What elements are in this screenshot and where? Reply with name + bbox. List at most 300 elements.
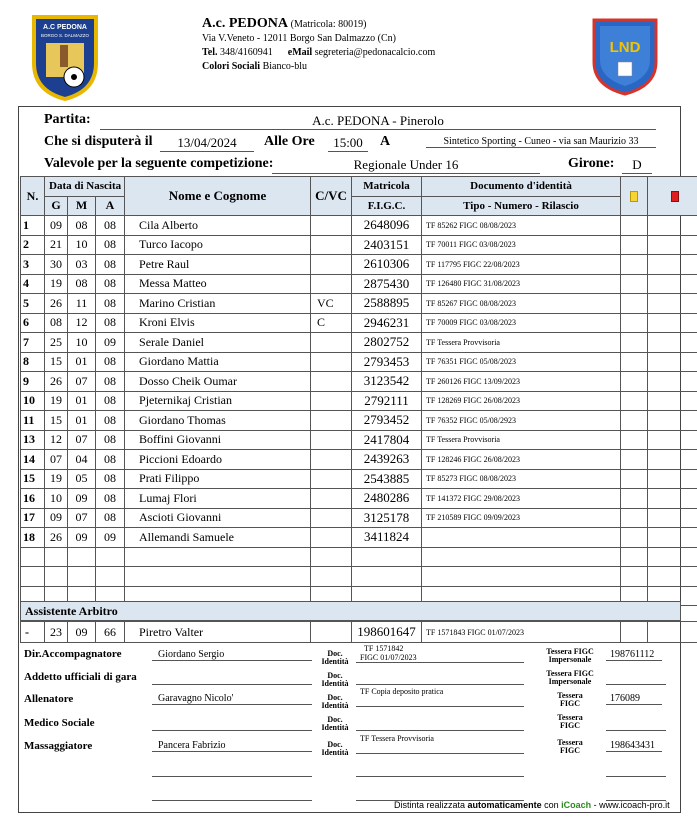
player-birth-day: 08 [45,313,68,333]
medico-tessera-label: Tessera FIGC [557,713,583,730]
player-name: Prati Filippo [125,469,311,489]
medico-doc-line [356,730,524,731]
massaggiatore-tessera-label: Tessera FIGC [557,738,583,755]
player-birth-month: 11 [68,294,96,314]
player-matricola: 2588895 [352,294,422,314]
player-red-card [648,489,697,509]
player-birth-year: 08 [96,294,125,314]
dir-label: Dir.Accompagnatore [24,648,122,660]
player-name: Lumaj Flori [125,489,311,509]
player-captain [311,489,352,509]
player-captain: VC [311,294,352,314]
player-matricola: 2946231 [352,313,422,333]
player-document: TF 126480 FIGC 31/08/2023 [422,274,621,294]
header-row-2 [21,196,697,216]
player-birth-day: 12 [45,430,68,450]
player-yellow-card [621,294,648,314]
player-matricola: 3125178 [352,508,422,528]
player-birth-year: 08 [96,235,125,255]
logo-text-sub: BORGO S. DALMAZZO [40,33,90,38]
competizione-label: Valevole per la seguente competizione: [44,156,274,171]
player-red-card [648,372,697,392]
player-number [21,567,45,587]
player-yellow-card [621,255,648,275]
player-captain [311,547,352,567]
player-captain [311,411,352,431]
player-yellow-card [621,547,648,567]
addetto-doc-line [356,684,524,685]
player-yellow-card [621,216,648,236]
allenatore-tessera: 176089 [606,693,662,705]
footer-text2: automaticamente [467,800,542,810]
player-birth-month: 08 [68,274,96,294]
player-birth-month: 07 [68,430,96,450]
player-document: TF Tessera Provvisoria [422,333,621,353]
player-matricola [352,567,422,587]
player-document: TF 85262 FIGC 08/08/2023 [422,216,621,236]
player-birth-month: 10 [68,333,96,353]
player-birth-month [68,547,96,567]
player-yellow-card [621,372,648,392]
addetto-tessera-label: Tessera FIGC Impersonale [546,669,594,686]
table-row [21,430,697,450]
player-red-card [648,411,697,431]
player-birth-year: 08 [96,216,125,236]
player-birth-day: 21 [45,235,68,255]
col-n: N. [21,177,45,216]
player-birth-month: 09 [68,489,96,509]
dir-tessera: 198761112 [606,649,662,661]
assistente-mat: 198601647 [352,622,422,643]
player-matricola: 2480286 [352,489,422,509]
player-birth-day: 30 [45,255,68,275]
assistente-m: 09 [68,622,96,643]
table-row [21,255,697,275]
club-tel: 348/4160941 [219,47,273,58]
player-document: TF 128269 FIGC 26/08/2023 [422,391,621,411]
club-name-line [202,17,435,32]
player-birth-year: 09 [96,528,125,548]
player-birth-day [45,567,68,587]
addetto-tessera-line [606,684,666,685]
player-captain [311,508,352,528]
assistente-yellow [621,622,648,643]
assistente-red [648,622,697,643]
footer-brand[interactable]: iCoach [561,800,592,810]
club-address: Via V.Veneto - 12011 Borgo San Dalmazzo (Cn) [202,33,396,44]
player-name: Boffini Giovanni [125,430,311,450]
player-name: Messa Matteo [125,274,311,294]
player-number: 7 [21,333,45,353]
ore-label: Alle Ore [264,134,315,149]
player-document: TF 76352 FIGC 05/08/2923 [422,411,621,431]
extra-line-1c [606,776,666,777]
assistente-a: 66 [96,622,125,643]
player-captain [311,567,352,587]
player-matricola: 3123542 [352,372,422,392]
col-g: G [45,196,68,216]
player-yellow-card [621,313,648,333]
player-captain [311,274,352,294]
allenatore-doc-label: Doc. Identità [321,693,349,710]
player-yellow-card [621,352,648,372]
medico-tessera-line [606,730,666,731]
player-birth-year: 08 [96,411,125,431]
table-row [21,469,697,489]
player-captain [311,430,352,450]
player-yellow-card [621,528,648,548]
player-birth-day [45,547,68,567]
player-birth-year: 08 [96,352,125,372]
extra-line-1b [356,776,524,777]
allenatore-tessera-label: Tessera FIGC [557,691,583,708]
player-birth-year [96,547,125,567]
player-name: Allemandi Samuele [125,528,311,548]
player-red-card [648,567,697,587]
player-number: 10 [21,391,45,411]
player-document: TF 70009 FIGC 03/08/2023 [422,313,621,333]
addetto-label: Addetto ufficiali di gara [24,671,137,683]
col-a: A [96,196,125,216]
lnd-text: LND [609,39,641,56]
allenatore-label: Allenatore [24,693,74,705]
player-matricola: 2793453 [352,352,422,372]
logo-text-top: A.C PEDONA [43,24,87,31]
player-document: TF 70011 FIGC 03/08/2023 [422,235,621,255]
player-red-card [648,508,697,528]
player-captain [311,235,352,255]
table-row [21,489,697,509]
allenatore-doc: TF Copia deposito pratica [356,687,524,707]
addetto-line [152,684,312,685]
player-name: Giordano Mattia [125,352,311,372]
player-document: TF 210589 FIGC 09/09/2023 [422,508,621,528]
player-birth-year: 08 [96,469,125,489]
player-name: Dosso Cheik Oumar [125,372,311,392]
player-birth-month: 08 [68,216,96,236]
player-captain [311,528,352,548]
player-name: Piccioni Edoardo [125,450,311,470]
table-row [21,235,697,255]
player-document [422,547,621,567]
table-row [21,508,697,528]
player-birth-year: 08 [96,489,125,509]
player-yellow-card [621,411,648,431]
medico-doc-label: Doc. Identità [321,715,349,732]
col-documento: Documento d'identità [422,177,621,197]
dir-name: Giordano Sergio [152,649,312,661]
table-row [21,391,697,411]
player-birth-year: 08 [96,313,125,333]
player-number: 11 [21,411,45,431]
table-row [21,294,697,314]
player-matricola: 2875430 [352,274,422,294]
player-name: Serale Daniel [125,333,311,353]
col-yellow [621,177,648,216]
player-number: 18 [21,528,45,548]
player-red-card [648,391,697,411]
massaggiatore-label: Massaggiatore [24,740,93,752]
player-captain [311,333,352,353]
player-name [125,567,311,587]
player-name: Giordano Thomas [125,411,311,431]
col-nome: Nome e Cognome [125,177,311,216]
player-birth-day: 19 [45,274,68,294]
extra-line-2a [152,800,312,801]
player-document: TF 85273 FIGC 08/08/2023 [422,469,621,489]
player-birth-day: 10 [45,489,68,509]
player-birth-day: 15 [45,352,68,372]
player-red-card [648,216,697,236]
player-red-card [648,313,697,333]
massaggiatore-tessera: 198643431 [606,740,662,752]
player-name: Marino Cristian [125,294,311,314]
player-number: 2 [21,235,45,255]
match-venue: Sintetico Sporting - Cuneo - via san Maurizio 33 [426,136,656,148]
assistente-g: 23 [45,622,68,643]
player-number: 17 [21,508,45,528]
player-red-card [648,255,697,275]
assistente-n: - [21,622,45,643]
player-red-card [648,235,697,255]
extra-line-1a [152,776,312,777]
player-name: Pjeternikaj Cristian [125,391,311,411]
table-row [21,372,697,392]
club-info [202,17,435,74]
player-captain [311,469,352,489]
player-name: Turco Iacopo [125,235,311,255]
player-birth-day: 09 [45,216,68,236]
dir-doc-l1: TF 1571842 [364,644,404,653]
player-red-card [648,430,697,450]
player-red-card [648,294,697,314]
player-birth-day: 26 [45,528,68,548]
competizione-value: Regionale Under 16 [272,157,540,174]
table-row [21,333,697,353]
player-birth-day: 15 [45,411,68,431]
player-document: TF Tessera Provvisoria [422,430,621,450]
match-time: 15:00 [328,135,368,152]
player-captain [311,352,352,372]
partita-value: A.c. PEDONA - Pinerolo [100,113,656,130]
footer-url[interactable]: - www.icoach-pro.it [593,800,670,810]
assistente-table [20,621,697,643]
footer-text3: con [544,800,559,810]
massaggiatore-doc-label: Doc. Identità [321,740,349,757]
player-document [422,528,621,548]
player-captain: C [311,313,352,333]
player-document: TF 128246 FIGC 26/08/2023 [422,450,621,470]
player-birth-year: 08 [96,430,125,450]
player-yellow-card [621,235,648,255]
player-birth-year: 08 [96,255,125,275]
player-matricola: 3411824 [352,528,422,548]
col-nascita: Data di Nascita [45,177,125,197]
player-birth-year: 08 [96,508,125,528]
player-birth-day: 25 [45,333,68,353]
table-row [21,528,697,548]
player-name: Ascioti Giovanni [125,508,311,528]
club-contacts [202,46,435,60]
player-birth-day: 19 [45,469,68,489]
allenatore-name: Garavagno Nicolo' [152,693,312,705]
table-row [21,313,697,333]
player-birth-year: 08 [96,391,125,411]
player-number: 8 [21,352,45,372]
player-captain [311,255,352,275]
addetto-doc-label: Doc. Identità [321,671,349,688]
player-number: 9 [21,372,45,392]
player-birth-year: 08 [96,372,125,392]
table-row [21,352,697,372]
player-number: 14 [21,450,45,470]
player-name [125,547,311,567]
player-document: TF 76351 FIGC 05/08/2023 [422,352,621,372]
player-red-card [648,450,697,470]
player-birth-month: 07 [68,508,96,528]
player-yellow-card [621,508,648,528]
red-card-icon [671,191,679,202]
massaggiatore-name: Pancera Fabrizio [152,740,312,752]
player-name: Kroni Elvis [125,313,311,333]
table-row [21,450,697,470]
footer-text1: Distinta realizzata [394,800,466,810]
dir-tessera-label: Tessera FIGC Impersonale [546,647,594,664]
player-birth-year: 08 [96,450,125,470]
player-birth-month: 01 [68,391,96,411]
tel-label: Tel. [202,47,218,58]
player-number [21,547,45,567]
player-birth-year [96,567,125,587]
match-date: 13/04/2024 [160,135,254,152]
colors-label: Colori Sociali [202,61,261,72]
player-matricola: 2792111 [352,391,422,411]
player-yellow-card [621,274,648,294]
player-captain [311,216,352,236]
player-red-card [648,274,697,294]
header-row-1 [21,177,697,197]
player-birth-day: 07 [45,450,68,470]
table-row [21,547,697,567]
player-birth-month: 01 [68,411,96,431]
col-m: M [68,196,96,216]
player-matricola: 2403151 [352,235,422,255]
player-number: 1 [21,216,45,236]
player-document [422,567,621,587]
player-matricola: 2417804 [352,430,422,450]
dir-doc-label: Doc. Identità [321,649,349,666]
player-red-card [648,547,697,567]
lnd-logo [590,16,660,96]
partita-label: Partita: [44,112,91,127]
player-number: 4 [21,274,45,294]
player-red-card [648,352,697,372]
player-red-card [648,333,697,353]
medico-label: Medico Sociale [24,717,95,729]
table-row [21,411,697,431]
player-yellow-card [621,430,648,450]
player-birth-month: 05 [68,469,96,489]
footer [394,800,670,810]
player-yellow-card [621,450,648,470]
player-document: TF 260126 FIGC 13/09/2023 [422,372,621,392]
pedona-logo [30,13,100,101]
player-matricola [352,547,422,567]
player-birth-year: 08 [96,274,125,294]
assistente-name: Piretro Valter [125,622,311,643]
player-document: TF 85267 FIGC 08/08/2023 [422,294,621,314]
player-number: 13 [21,430,45,450]
player-matricola: 2610306 [352,255,422,275]
player-matricola: 2793452 [352,411,422,431]
assistente-doc: TF 1571843 FIGC 01/07/2023 [422,622,621,643]
player-red-card [648,469,697,489]
player-document: TF 117795 FIGC 22/08/2023 [422,255,621,275]
player-number: 6 [21,313,45,333]
player-number: 5 [21,294,45,314]
player-yellow-card [621,489,648,509]
player-birth-month: 03 [68,255,96,275]
medico-line [152,730,312,731]
a-label: A [380,134,391,149]
players-table [20,176,697,606]
player-number: 3 [21,255,45,275]
disputera-label: Che si disputerà il [44,134,153,149]
assistente-label: Assistente Arbitro [20,601,681,621]
player-matricola: 2802752 [352,333,422,353]
col-red [648,177,697,216]
assistente-cvc [311,622,352,643]
player-yellow-card [621,567,648,587]
player-name: Cila Alberto [125,216,311,236]
club-name: A.c. PEDONA [202,16,288,31]
player-birth-year: 09 [96,333,125,353]
club-matricola: (Matricola: 80019) [290,19,367,30]
player-matricola: 2439263 [352,450,422,470]
girone-value: D [622,157,652,174]
player-yellow-card [621,333,648,353]
player-matricola: 2648096 [352,216,422,236]
col-cvc: C/VC [311,177,352,216]
player-captain [311,372,352,392]
player-birth-day: 26 [45,294,68,314]
table-row [21,567,697,587]
player-birth-month: 12 [68,313,96,333]
club-colors-value: Bianco-blu [262,61,307,72]
club-email: segreteria@pedonacalcio.com [314,47,436,58]
col-figc: F.I.G.C. [352,196,422,216]
table-row [21,274,697,294]
player-document: TF 141372 FIGC 29/08/2023 [422,489,621,509]
assistente-row [21,622,697,643]
table-row [21,216,697,236]
player-birth-day: 26 [45,372,68,392]
player-birth-month: 10 [68,235,96,255]
col-tipo: Tipo - Numero - Rilascio [422,196,621,216]
player-birth-month: 09 [68,528,96,548]
massaggiatore-doc: TF Tessera Provvisoria [356,734,524,754]
player-birth-month: 07 [68,372,96,392]
club-colors [202,60,435,74]
yellow-card-icon [630,191,638,202]
player-name: Petre Raul [125,255,311,275]
col-matricola: Matricola [352,177,422,197]
player-red-card [648,528,697,548]
player-birth-month: 04 [68,450,96,470]
girone-label: Girone: [568,156,615,171]
player-birth-month: 01 [68,352,96,372]
player-birth-day: 19 [45,391,68,411]
